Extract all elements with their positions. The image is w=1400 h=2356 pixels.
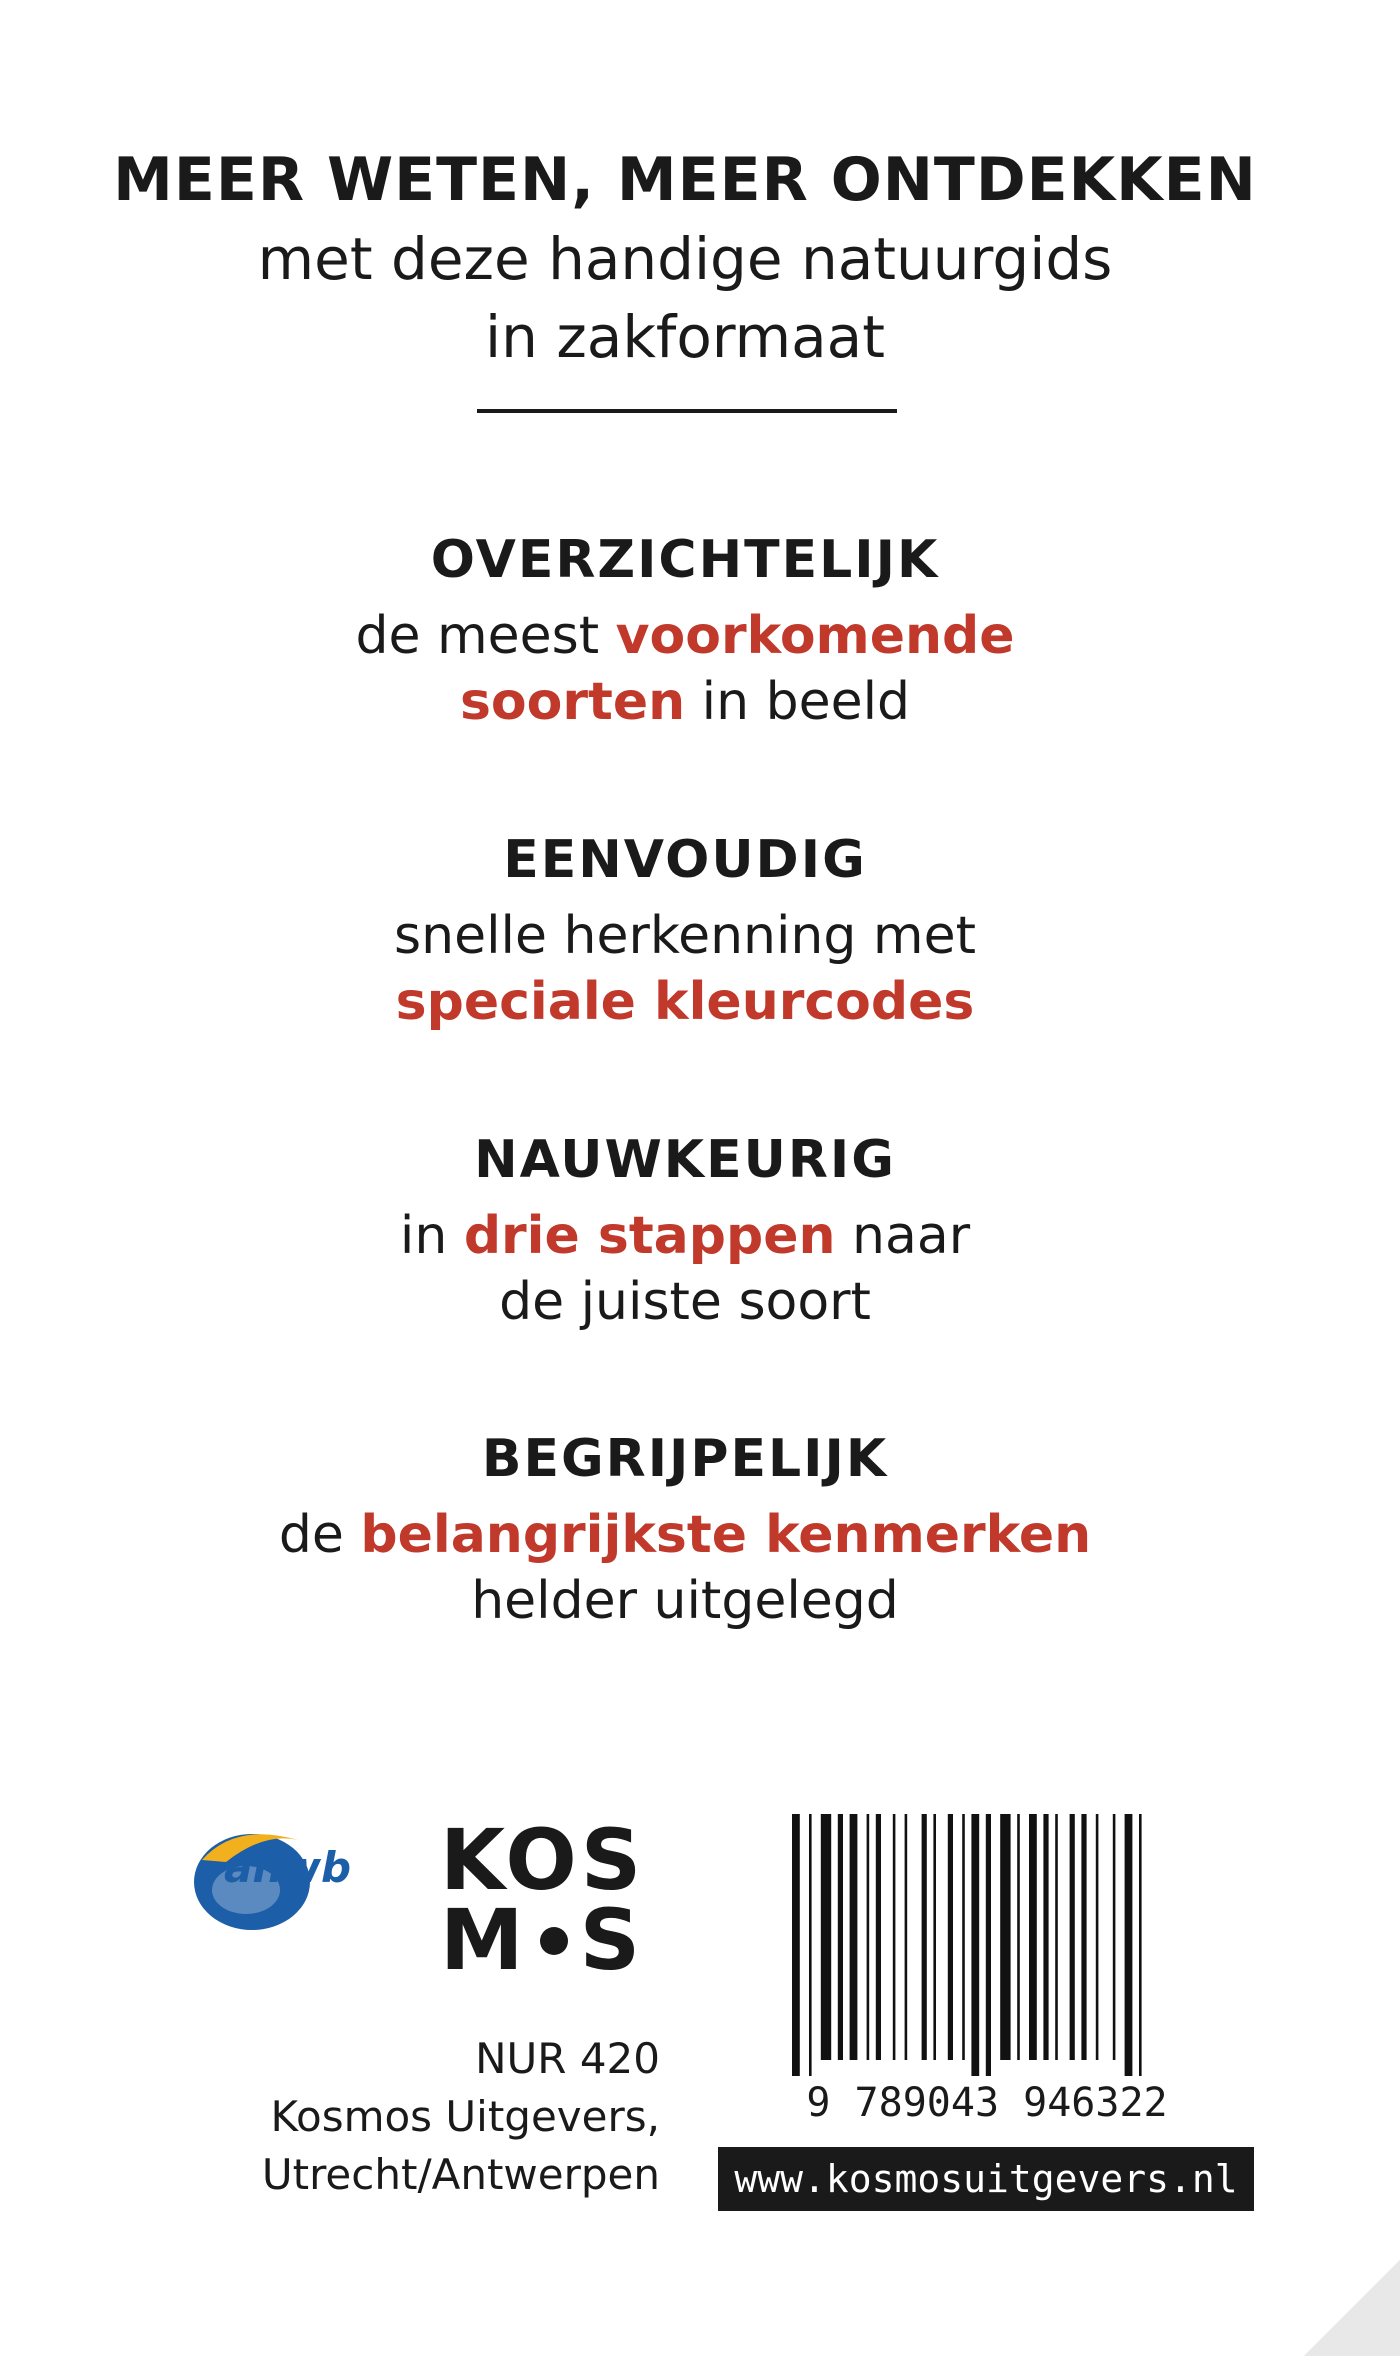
feature-text: helder uitgelegd	[471, 1571, 899, 1631]
feature-text: de juiste soort	[499, 1272, 871, 1332]
barcode-bar	[838, 1814, 843, 2060]
headline-subtitle-line2: in zakformaat	[485, 303, 885, 371]
feature-text: de meest	[355, 606, 616, 666]
feature-title: NAUWKEURIG	[474, 1130, 896, 1190]
kosmos-dot	[540, 1927, 568, 1955]
feature-highlight: speciale kleurcodes	[395, 972, 975, 1032]
feature-title: EENVOUDIG	[503, 830, 867, 890]
barcode-bar	[922, 1814, 927, 2060]
kosmos-logo	[440, 1811, 670, 1989]
barcode-bar	[1000, 1814, 1010, 2060]
barcode	[762, 1814, 1212, 2124]
feature-text: in beeld	[685, 672, 911, 732]
barcode-digits: 9 789043 946322	[806, 2080, 1168, 2124]
feature-nauwkeurig	[0, 1125, 1370, 1335]
barcode-bar	[1029, 1814, 1037, 2060]
feature-highlight: voorkomende	[615, 606, 1015, 666]
nur-code: NUR 420	[475, 2034, 660, 2083]
barcode-bar	[1070, 1814, 1075, 2060]
barcode-bar	[962, 1814, 965, 2060]
feature-text: in	[399, 1206, 464, 1266]
feature-begrijpelijk	[0, 1424, 1370, 1634]
barcode-bar	[1017, 1814, 1020, 2060]
feature-description	[0, 903, 1370, 1035]
feature-highlight: belangrijkste kenmerken	[360, 1505, 1092, 1565]
publisher-name: Kosmos Uitgevers,	[270, 2092, 660, 2141]
kosmos-letter: M	[440, 1891, 528, 1989]
feature-title: BEGRIJPELIJK	[481, 1429, 889, 1489]
barcode-bar	[933, 1814, 936, 2060]
barcode-bar	[809, 1814, 812, 2076]
headline-title: MEER WETEN, MEER ONTDEKKEN	[113, 145, 1257, 215]
barcode-bar	[1081, 1814, 1086, 2060]
feature-highlight: soorten	[459, 672, 686, 732]
barcode-bar	[850, 1814, 858, 2060]
barcode-bar	[876, 1814, 881, 2060]
barcode-bar	[1043, 1814, 1048, 2060]
feature-title: OVERZICHTELIJK	[430, 530, 940, 590]
barcode-bar	[792, 1814, 800, 2076]
barcode-bar	[1055, 1814, 1058, 2060]
anwb-logo	[186, 1818, 406, 1936]
feature-overzichtelijk	[0, 525, 1370, 735]
feature-highlight: drie stappen	[463, 1206, 836, 1266]
feature-description	[0, 603, 1370, 735]
kosmos-letter: S	[579, 1891, 645, 1989]
feature-text: naar	[835, 1206, 971, 1266]
barcode-bar	[1125, 1814, 1133, 2076]
barcode-bar	[821, 1814, 831, 2060]
headline-subtitle-line1: met deze handige natuurgids	[257, 225, 1113, 293]
barcode-bar	[1113, 1814, 1116, 2060]
barcode-bar	[867, 1814, 870, 2060]
barcode-bar	[1096, 1814, 1099, 2060]
feature-description	[0, 1203, 1370, 1335]
divider	[477, 409, 897, 413]
anwb-wordmark: anwb	[224, 1843, 352, 1892]
feature-text: snelle herkenning met	[394, 906, 976, 966]
kosmos-logo-row2	[440, 1891, 670, 1989]
barcode-bars	[792, 1814, 1142, 2076]
page-corner	[1304, 2260, 1400, 2356]
barcode-bar	[893, 1814, 896, 2060]
headline	[0, 140, 1370, 376]
feature-text: de	[278, 1505, 361, 1565]
website-url[interactable]: www.kosmosuitgevers.nl	[718, 2147, 1254, 2211]
feature-eenvoudig	[0, 825, 1370, 1035]
barcode-bar	[971, 1814, 979, 2076]
publisher-info	[200, 2030, 660, 2204]
barcode-bar	[986, 1814, 991, 2076]
barcode-bar	[905, 1814, 908, 2060]
publisher-city: Utrecht/Antwerpen	[261, 2150, 660, 2199]
barcode-bar	[1139, 1814, 1142, 2076]
barcode-bar	[948, 1814, 953, 2060]
kosmos-logo-row1: KOS	[440, 1811, 646, 1909]
feature-description	[0, 1502, 1370, 1634]
